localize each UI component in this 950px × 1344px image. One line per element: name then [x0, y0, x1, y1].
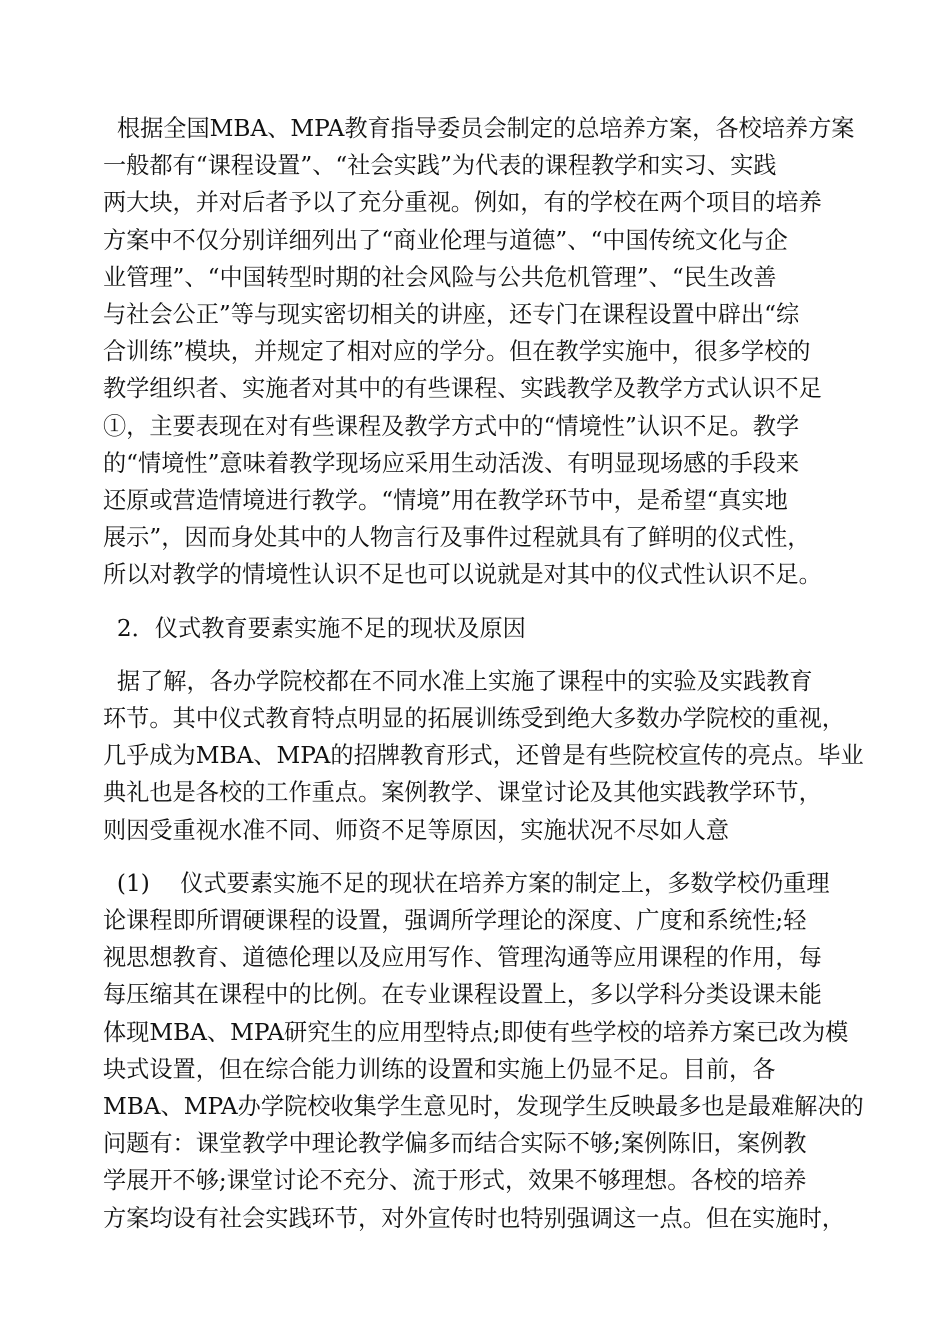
text-line: 体现MBA、MPA研究生的应用型特点;即使有些学校的培养方案已改为模 [103, 1018, 849, 1046]
paragraph-4 [103, 865, 864, 1237]
text-line: 方案均设有社会实践环节，对外宣传时也特别强调这一点。但在实施时， [103, 1204, 845, 1232]
text-line: 块式设置，但在综合能力训练的设置和实施上仍显不足。目前，各 [103, 1055, 776, 1083]
text-line: 环节。其中仪式教育特点明显的拓展训练受到绝大多数办学院校的重视， [103, 705, 845, 733]
text-line: 每压缩其在课程中的比例。在专业课程设置上，多以学科分类设课未能 [103, 981, 822, 1009]
text-line: 论课程即所谓硬课程的设置，强调所学理论的深度、广度和系统性;轻 [103, 907, 807, 935]
text-line: 两大块，并对后者予以了充分重视。例如，有的学校在两个项目的培养 [103, 189, 822, 217]
document-page [103, 110, 864, 1237]
text-line: 几乎成为MBA、MPA的招牌教育形式，还曾是有些院校宣传的亮点。毕业 [103, 742, 864, 770]
text-line: 据了解，各办学院校都在不同水准上实施了课程中的实验及实践教育 [116, 667, 813, 695]
text-line: 所以对教学的情境性认识不足也可以说就是对其中的仪式性认识不足。 [103, 561, 822, 589]
text-line: 教学组织者、实施者对其中的有些课程、实践教学及教学方式认识不足 [103, 375, 822, 403]
text-line: MBA、MPA办学院校收集学生意见时，发现学生反映最多也是最难解决的 [103, 1093, 864, 1121]
heading-text: 2．仪式教育要素实施不足的现状及原因 [116, 614, 526, 642]
text-line: 则因受重视水准不同、师资不足等原因，实施状况不尽如人意 [103, 816, 730, 844]
text-line: ①，主要表现在对有些课程及教学方式中的“情境性”认识不足。教学 [103, 412, 800, 440]
text-line: 合训练”模块，并规定了相对应的学分。但在教学实施中，很多学校的 [103, 338, 811, 366]
section-heading [103, 610, 851, 647]
text-line: 展示”，因而身处其中的人物言行及事件过程就具有了鲜明的仪式性， [103, 524, 811, 552]
text-line: 方案中不仅分别详细列出了“商业伦理与道德”、“中国传统文化与企 [103, 226, 788, 254]
text-line: 一般都有“课程设置”、“社会实践”为代表的课程教学和实习、实践 [103, 152, 777, 180]
text-line: (1) 仪式要素实施不足的现状在培养方案的制定上，多数学校仍重理 [116, 869, 830, 897]
text-line: 还原或营造情境进行教学。“情境”用在教学环节中，是希望“真实地 [103, 487, 788, 515]
paragraph-3 [103, 663, 864, 849]
paragraph-1 [103, 110, 855, 594]
text-line: 问题有：课堂教学中理论教学偏多而结合实际不够;案例陈旧，案例教 [103, 1130, 807, 1158]
text-line: 典礼也是各校的工作重点。案例教学、课堂讨论及其他实践教学环节， [103, 779, 822, 807]
text-line: 根据全国MBA、MPA教育指导委员会制定的总培养方案，各校培养方案 [116, 115, 855, 142]
text-line: 与社会公正”等与现实密切相关的讲座，还专门在课程设置中辟出“综 [103, 301, 800, 329]
text-line: 视思想教育、道德伦理以及应用写作、管理沟通等应用课程的作用，每 [103, 944, 822, 972]
text-line: 的“情境性”意味着教学现场应采用生动活泼、有明显现场感的手段来 [103, 449, 800, 477]
text-line: 业管理”、“中国转型时期的社会风险与公共危机管理”、“民生改善 [103, 263, 777, 291]
text-line: 学展开不够;课堂讨论不充分、流于形式，效果不够理想。各校的培养 [103, 1167, 807, 1195]
